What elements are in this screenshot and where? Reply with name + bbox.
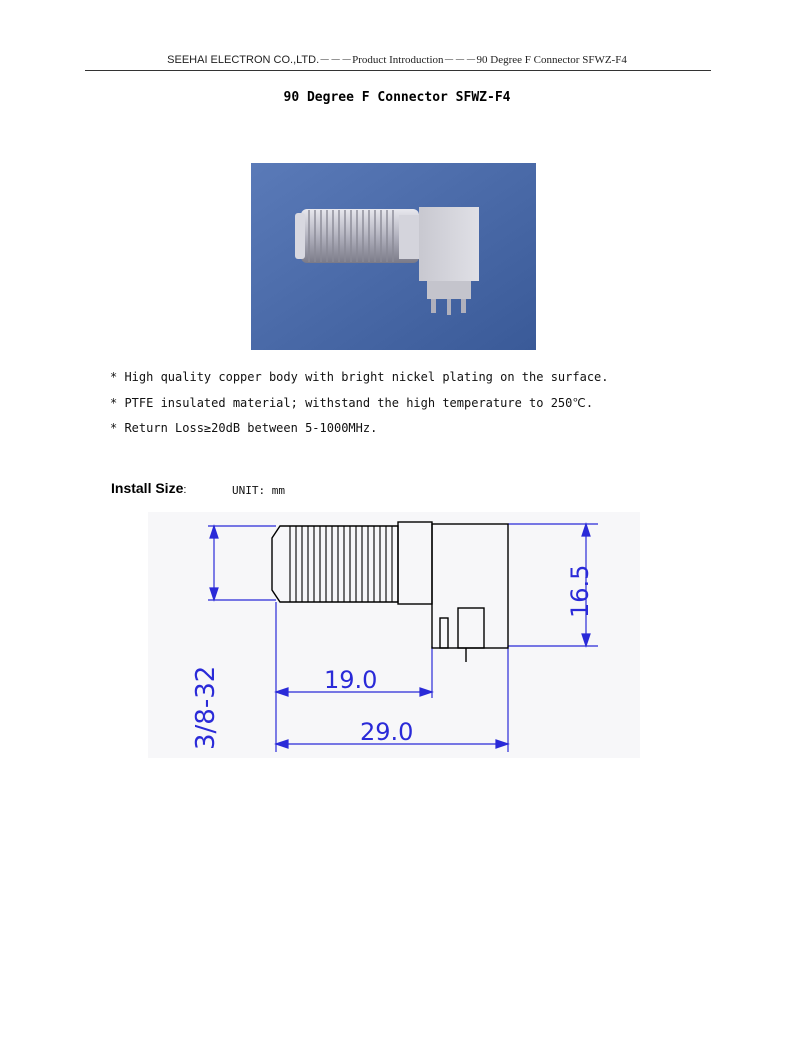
- header-section: Product Introduction: [352, 54, 444, 66]
- feature-item-2: * PTFE insulated material; withstand the high temperature to 250℃.: [110, 396, 594, 410]
- page-title: 90 Degree F Connector SFWZ-F4: [283, 90, 511, 105]
- unit-label: UNIT: mm: [232, 484, 285, 497]
- install-size-text: Install Size: [111, 480, 184, 496]
- feature-item-3: * Return Loss≥20dB between 5-1000MHz.: [110, 421, 378, 435]
- page-header: [0, 51, 794, 67]
- install-size-label: [111, 480, 186, 496]
- install-size-colon: :: [183, 484, 187, 496]
- header-rule: [85, 70, 711, 71]
- header-product: 90 Degree F Connector SFWZ-F4: [476, 54, 627, 66]
- dim-thread-label: 3/8-32: [191, 665, 221, 750]
- dim-total-length-label: 29.0: [360, 718, 414, 746]
- connector-photo: [251, 163, 536, 350]
- header-company: SEEHAI ELECTRON CO.,LTD.: [167, 54, 320, 66]
- install-size-drawing: [148, 512, 640, 758]
- dim-height-label: 16.5: [566, 564, 594, 618]
- dim-thread-length-label: 19.0: [324, 666, 378, 694]
- header-separator-b: －－－: [443, 54, 477, 66]
- feature-item-1: * High quality copper body with bright nickel plating on the surface.: [110, 370, 609, 384]
- header-separator-a: －－－: [319, 54, 353, 66]
